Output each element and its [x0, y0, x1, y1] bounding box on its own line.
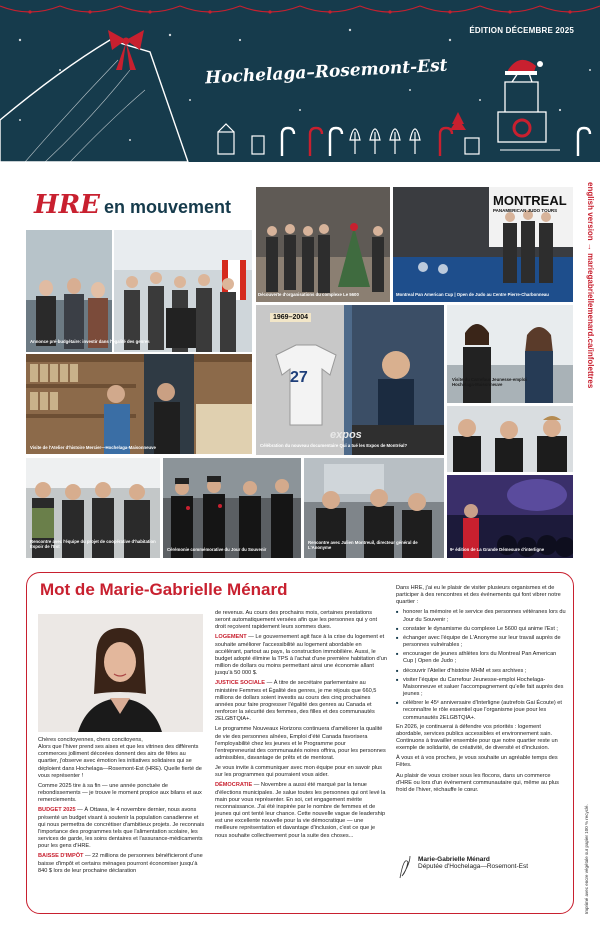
justice-paragraph: [215, 680, 387, 723]
budget-text: — À Ottawa, le 4 novembre dernier, nous avons présenté un budget visant à soutenir la population canadienne et qui nous permettra de concrétiser d'ambitieux projets. Je reconnais l'importance des programmes tels que l'alimentation scolaire, les services de garde, les soins dentaires et l'assurance-médicaments pour les gens d'HRE.: [38, 807, 205, 850]
print-note: [584, 804, 594, 927]
sidebar-url[interactable]: [577, 182, 595, 402]
intro-paragraph: Alors que l'hiver prend ses aises et que les vitrines des différents commerces jolliment décorées donnent des airs de fêtes au quartier, j'observe avec émotion les initiatives solidaires qui se déploient dans Hochelaga—Rosemont-Est (HRE). Quelle fierté de vous représenter !: [38, 744, 202, 779]
bilan-paragraph: Comme 2025 tire à sa fin — une année ponctuée de rebondissements — je trouve le moment propice aux bilans et aux remerciements.: [38, 782, 202, 804]
list-item: ■ visiter l'équipe du Carrefour Jeunesse-emploi Hochelaga-Maisonneuve et saluer l'accompagnement qu'elle fait auprès des jeunes ;: [396, 677, 566, 698]
photo-le5600: [256, 187, 390, 302]
caption-atelier-histoire: Visite de l'Atelier d'histoire Mercier—Hochelaga-Maisonneuve: [30, 445, 156, 450]
section-title: [34, 190, 231, 220]
expos-word: expos: [330, 429, 362, 441]
justice-label: JUSTICE SOCIALE: [215, 680, 266, 687]
list-item: ■ échanger avec l'équipe de L'Anonyme sur leur travail auprès de personnes vulnérables ;: [396, 635, 566, 649]
portrait-photo: [38, 614, 203, 732]
sign-panam: PANAMERICAN JUDO TOURS: [493, 208, 558, 213]
jersey-years: 1969–2004: [270, 313, 311, 322]
brand-title: Hochelaga–Rosemont-Est: [204, 55, 448, 89]
caption-coop-espoir: Rencontre avec l'équipe du projet de coopérative d'habitation Espoir de l'Est: [30, 539, 156, 549]
impot-label: BAISSE D'IMPÔT: [38, 853, 84, 860]
wishes-paragraph: À vous et à vos proches, je vous souhaite un agréable temps des Fêtes.: [396, 755, 558, 769]
logement-paragraph: [215, 634, 387, 677]
caption-prebudget: Annonce pré-budgétaire: investir dans l'égalité des genres: [30, 339, 150, 344]
list-item: ■ découvrir l'Atelier d'histoire MHM et ses archives ;: [396, 668, 566, 675]
horizons-paragraph: Le programme Nouveaux Horizons continuera d'améliorer la qualité de vie des personnes aînées, Emploi d'été Canada favorisera l'employabilité chez les jeunes et le Programme pour l'entrepreneuriat des communautés noires offrira, pour les personnes admissibles, davantage de prêts et de mentorat.: [215, 726, 386, 761]
list-item: ■ honorer la mémoire et le service des personnes vétéranes lors du Jour du Souvenir ;: [396, 609, 566, 623]
logement-label: LOGEMENT: [215, 634, 247, 641]
signature: [418, 856, 528, 870]
visits-list: [396, 609, 566, 721]
invite-paragraph: Je vous invite à communiquer avec mon équipe pour en savoir plus sur les programmes qui pourraient vous aider.: [215, 765, 382, 779]
photo-prebudget: [26, 230, 112, 352]
message-title: Mot de Marie-Gabrielle Ménard: [40, 580, 288, 599]
impot-text: — 22 millions de personnes bénéficieront d'une baisse d'impôt et certains ménages pourront économiser jusqu'à 840 $ lors de leur prochaine déclaration: [38, 853, 203, 874]
photo-prebudget-2: [114, 230, 252, 352]
caption-jour-souvenir: Cérémonie commémorative du Jour du Souvenir: [167, 547, 267, 552]
caption-anonyme: Rencontre avec Julien Montreuil, directeur général de L'Anonyme: [308, 540, 418, 550]
photo-atelier-histoire: [26, 354, 252, 454]
logement-text: — Le gouvernement agit face à la crise du logement et souhaite améliorer l'accessibilité au logement abordable en accélérant, partout au pays, la construction immobilière. Aussi, le budget adopté élimine la TPS à l'achat d'une première habitation d'un million de dollars ou moins permettant ainsi une économie allant jusqu'à 50 000 $.: [215, 634, 387, 677]
message-col-1: [38, 737, 206, 878]
caption-grande-demesure: 9ᵉ édition de La Grande Démesure d'interligne: [450, 547, 545, 552]
photo-panam: [393, 187, 573, 302]
signature-mark: [396, 852, 412, 880]
greeting: Chères concitoyennes, chers concitoyens,: [38, 737, 143, 743]
section-title-rest: en mouvement: [104, 197, 232, 217]
caption-panam: Montreal Pan American Cup | Open de Judo au Centre Pierre-Charbonneau: [396, 292, 549, 297]
section-title-hre: HRE: [34, 190, 100, 220]
photo-grande-demesure: [447, 475, 573, 558]
budget-label: BUDGET 2025: [38, 807, 76, 814]
caption-carrefour: Visite du Carrefour Jeunesse-emploi Hochelaga-Maisonneuve: [452, 377, 527, 387]
caption-expos: Célébration du nouveau documentaire Qui a tué les Expos de Montréal?: [260, 443, 408, 448]
header-banner: [0, 0, 600, 162]
democratie-paragraph: [215, 782, 387, 839]
list-item: ■ constater le dynamisme du complexe Le 5600 qui anime l'Est ;: [396, 626, 566, 633]
democratie-text: — Novembre a aussi été marqué par la tenue d'élections municipales. Je salue toutes les personnes qui ont levé la main pour vous représenter. En soi, cet engagement mérite reconnaissance. J'ai été inspirée par le nombre de femmes et de jeunes qui ont tenté leur chance. Cette nouvelle vague de leadership est une excellente nouvelle pour la vie démocratique — une meilleure représentation et davantage d'inclusion, c'est ce que je nous souhaite collectivement pour la suite des choses...: [215, 782, 386, 839]
photo-interligne-group: [447, 406, 573, 472]
closing-paragraph: Au plaisir de vous croiser sous les flocons, dans un commerce d'HRE ou lors d'un événement communautaire qui, même au plus froid de l'hiver, réchauffe le cœur.: [396, 772, 559, 793]
message-col-2: [215, 610, 387, 843]
jersey-number: 27: [290, 369, 308, 386]
print-note-text: Imprimé avec encre végétale sur papier 100 % recyclé.: [584, 804, 589, 914]
list-item: ■ célébrer le 45ᵉ anniversaire d'Interligne (autrefois Gai Écoute) et reconnaître le rôle essentiel que l'organisme joue pour les communautés 2ELGBTQIA+.: [396, 700, 566, 721]
photo-jour-souvenir: [163, 458, 301, 558]
caption-le5600: Découverte d'organisations du complexe Le 5600: [258, 292, 359, 297]
photo-carrefour: [447, 305, 573, 403]
democratie-label: DÉMOCRATIE: [215, 782, 253, 789]
signature-name: Marie-Gabrielle Ménard: [418, 856, 490, 863]
sidebar-url-text: english version → mariegabriellemenard.ca/infolettres: [586, 182, 595, 389]
signature-role: Députée d'Hochelaga—Rosemont-Est: [418, 863, 528, 870]
justice-text: — À titre de secrétaire parlementaire au ministère Femmes et Égalité des genres, je me réjouis que 660,5 millions de dollars soient investis au cours des cinq prochaines années pour faire progresser l'égalité des genres au Canada et renforcer la sécurité des femmes, des filles et des communautés 2ELGBTQIA+.: [215, 680, 377, 723]
budget-paragraph: [38, 807, 206, 850]
visits-intro: Dans HRE, j'ai eu le plaisir de visiter plusieurs organismes et de participer à des rencontres et des événements qui font vibrer notre quartier :: [396, 585, 561, 606]
impot-paragraph: [38, 853, 206, 874]
revenus-paragraph: de revenus. Au cours des prochains mois, certaines prestations seront automatiquement versées afin que les personnes qui y ont droit reçoivent rapidement leurs sommes dues.: [215, 610, 378, 631]
sign-montreal: MONTREAL: [493, 193, 567, 208]
photo-expos: [256, 305, 444, 455]
list-item: ■ encourager de jeunes athlètes lors du Montreal Pan American Cup | Open de Judo ;: [396, 651, 566, 665]
priorities-paragraph: En 2026, je continuerai à défendre vos priorités : logement abordable, services publics accessibles et environnement sain. Continuons à travailler ensemble pour que notre quartier reste un exemple de solidarité, de créativité, de diversité et d'inclusion.: [396, 723, 558, 752]
edition-label: ÉDITION DÉCEMBRE 2025: [469, 26, 574, 35]
message-col-3: [396, 585, 566, 797]
